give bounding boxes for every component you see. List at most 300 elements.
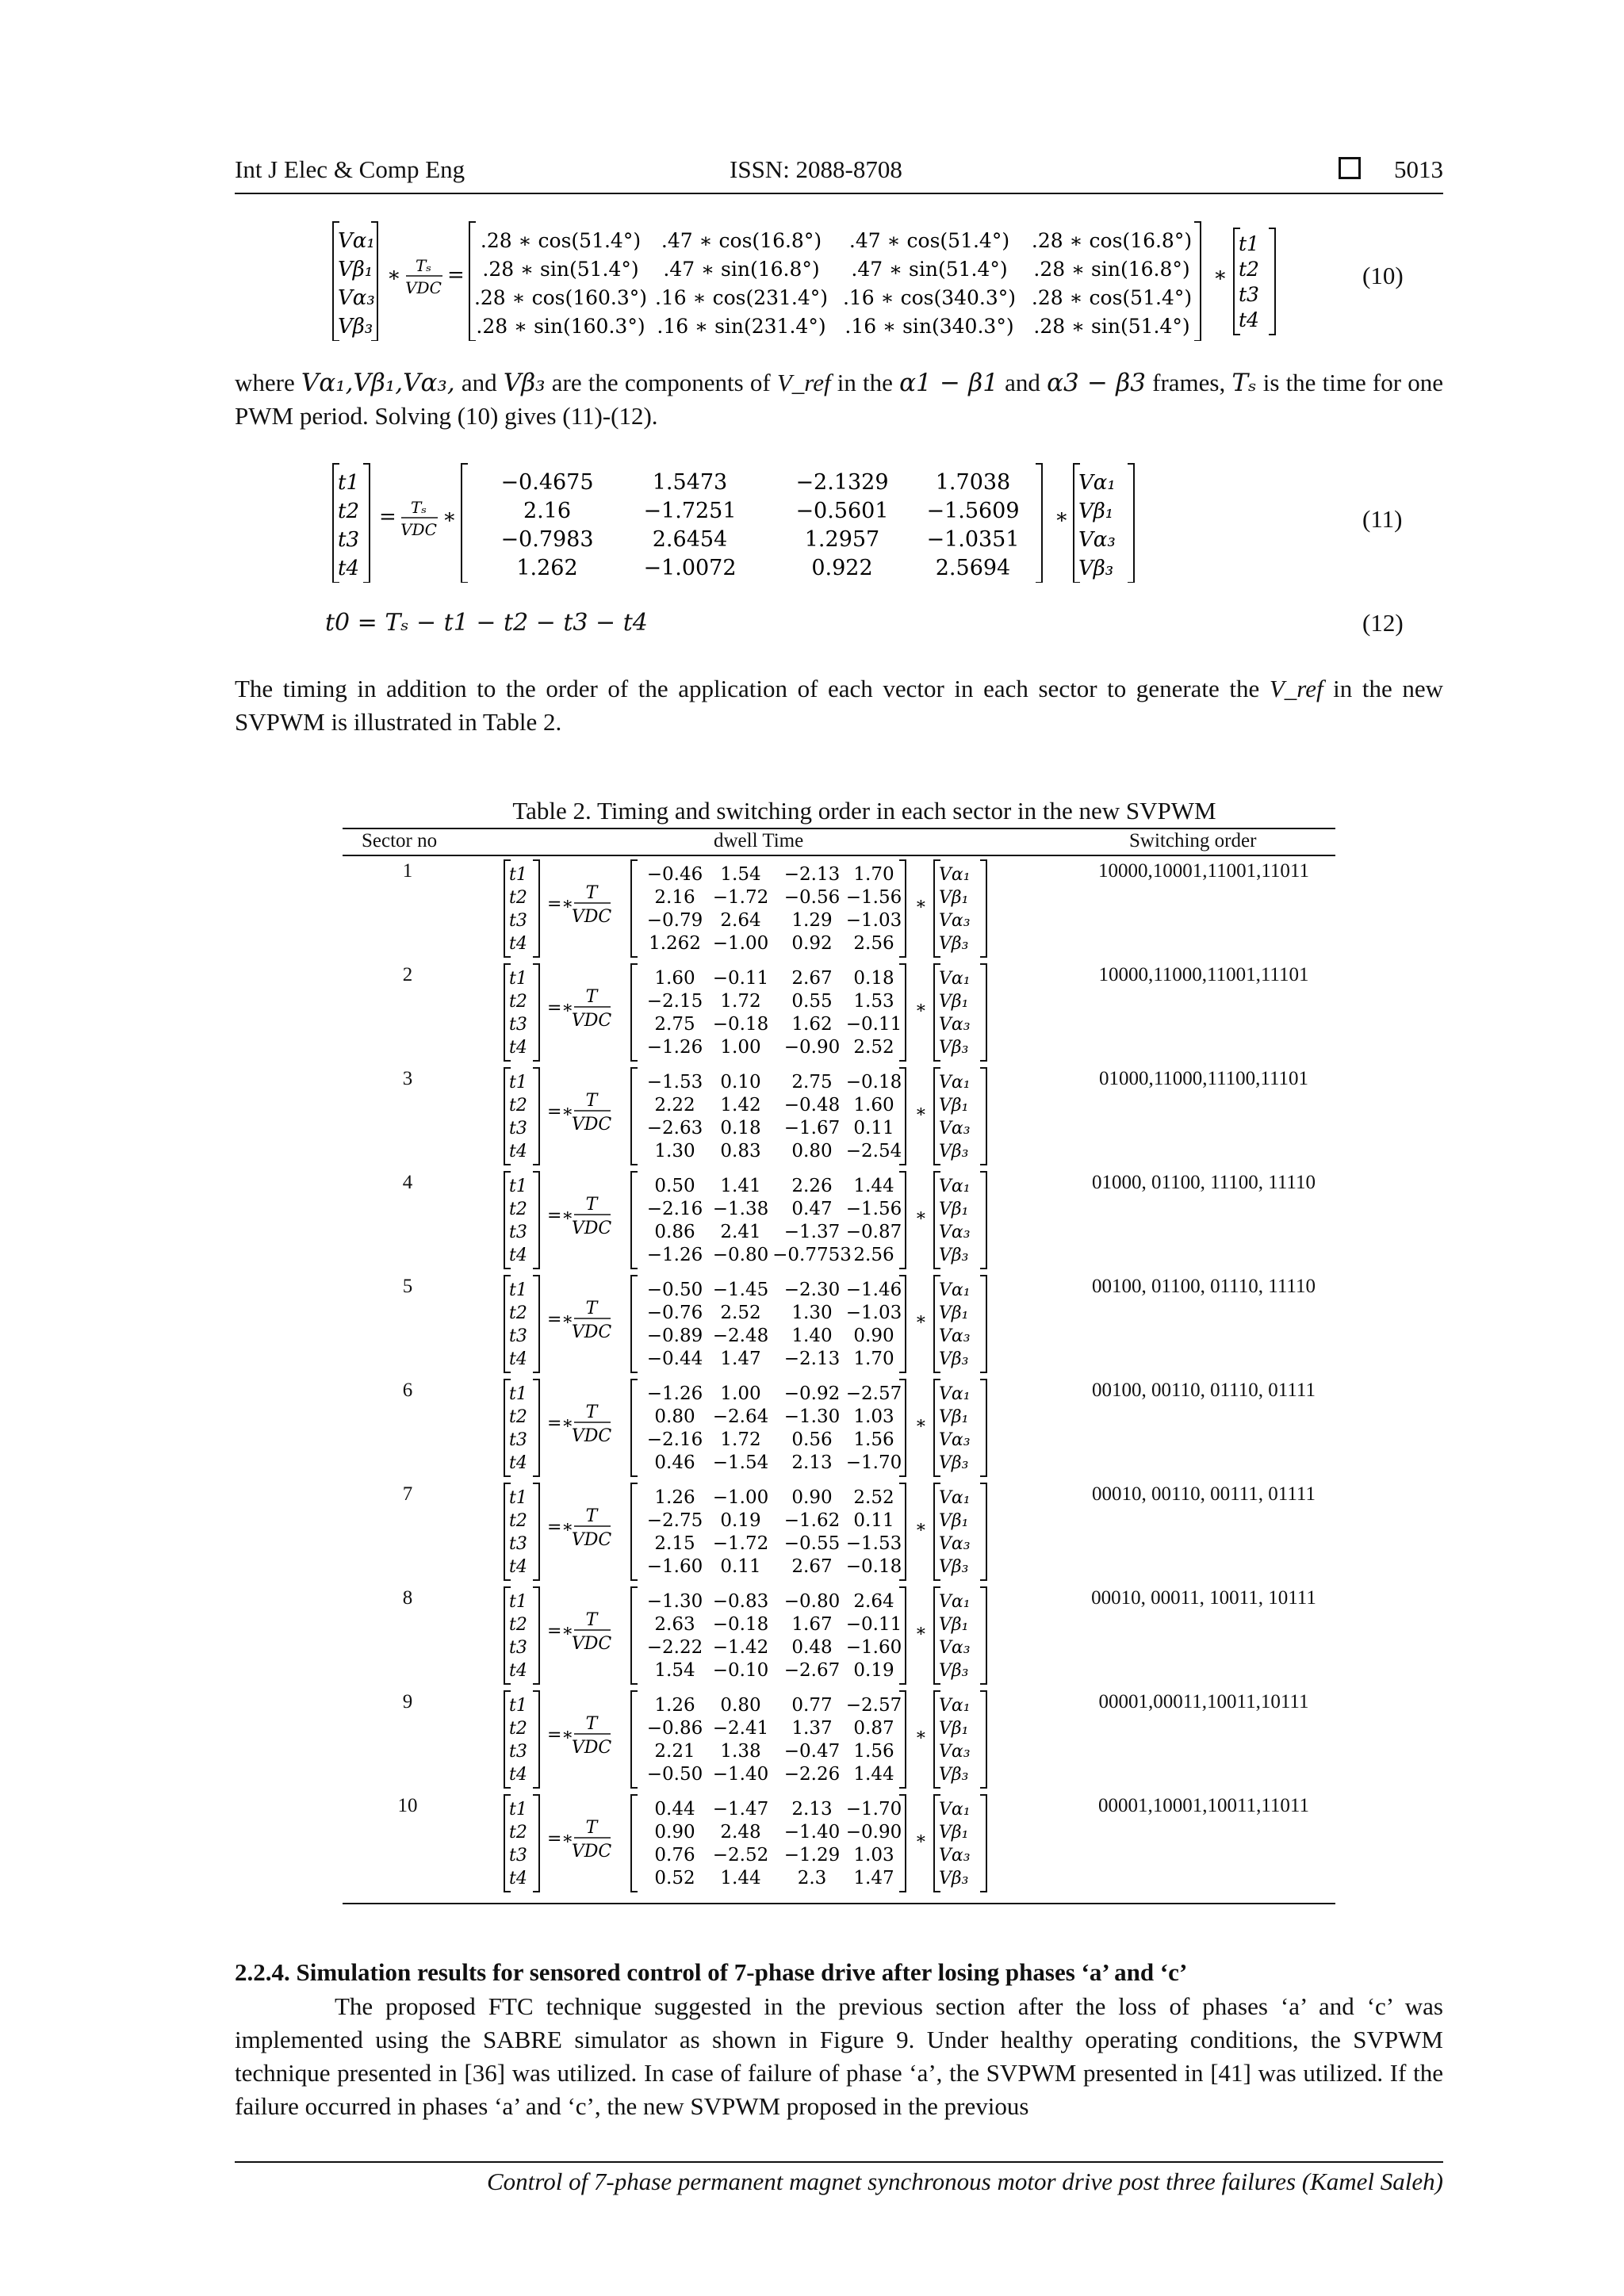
dwell-matrix-cell: 1.60 <box>853 1095 894 1115</box>
dwell-rhs-entry: Vβ₃ <box>939 1661 969 1681</box>
eq10-matrix-cell: .16 ∗ cos(340.3°) <box>842 286 1017 309</box>
dwell-rhs-entry: Vβ₁ <box>939 888 969 908</box>
dwell-matrix-cell: −1.00 <box>712 1487 769 1508</box>
dwell-factor-numerator: T <box>585 1195 598 1215</box>
dwell-equals-times: =∗ <box>547 1206 574 1226</box>
dwell-lhs-entry: t3 <box>509 1534 527 1554</box>
dwell-matrix-left-bracket <box>631 860 638 957</box>
dwell-rhs-entry: Vα₃ <box>939 1119 971 1138</box>
sector-number: 2 <box>402 964 413 985</box>
eq10-rhs-right-bracket <box>1269 228 1275 335</box>
footer-title: Control of 7-phase permanent magnet synchronous motor drive post three failures (Kamel Saleh) <box>487 2168 1443 2195</box>
eq11-matrix-cell: 1.262 <box>516 556 578 580</box>
dwell-matrix-cell: −0.11 <box>845 1014 902 1035</box>
dwell-factor-denominator: VDC <box>571 1738 612 1758</box>
dwell-rhs-entry: Vα₃ <box>939 1742 971 1762</box>
eq10-matrix-cell: .16 ∗ sin(340.3°) <box>845 315 1014 338</box>
eq11-times: ∗ <box>442 505 457 529</box>
equation-10 <box>325 214 1380 341</box>
eq11-factor-denominator: VDC <box>400 520 437 539</box>
dwell-equals-times: =∗ <box>547 1517 574 1537</box>
dwell-lhs-entry: t1 <box>509 969 527 989</box>
dwell-matrix-left-bracket <box>631 1276 638 1372</box>
issn: ISSN: 2088-8708 <box>730 155 902 183</box>
sector-number: 4 <box>402 1172 413 1193</box>
dwell-matrix-cell: −0.11 <box>845 1614 902 1635</box>
dwell-matrix-cell: −1.56 <box>845 887 902 908</box>
dwell-lhs-right-bracket <box>533 1380 539 1476</box>
eq11-rhs-entry: Vα₁ <box>1078 471 1116 495</box>
dwell-lhs-entry: t4 <box>509 1349 527 1369</box>
sector-number: 3 <box>402 1068 413 1089</box>
dwell-matrix-cell: −1.70 <box>845 1452 902 1473</box>
dwell-rhs-right-bracket <box>980 1380 986 1476</box>
dwell-times: ∗ <box>915 1206 927 1226</box>
dwell-rhs-entry: Vβ₃ <box>939 934 969 954</box>
dwell-matrix-cell: −0.56 <box>783 887 841 908</box>
dwell-rhs-entry: Vβ₁ <box>939 1096 969 1115</box>
sector-number: 8 <box>402 1587 413 1609</box>
dwell-matrix-cell: 2.64 <box>853 1591 894 1612</box>
dwell-rhs-entry: Vα₃ <box>939 1015 971 1035</box>
dwell-matrix-cell: 1.40 <box>791 1326 833 1346</box>
eq11-matrix-cell: −2.1329 <box>795 470 889 495</box>
dwell-matrix-cell: −2.52 <box>712 1845 769 1866</box>
dwell-matrix-cell: −1.26 <box>646 1245 703 1265</box>
dwell-matrix-cell: −0.10 <box>712 1660 769 1681</box>
dwell-rhs-entry: Vβ₃ <box>939 1765 969 1785</box>
eq11-matrix-cell: 2.6454 <box>652 527 728 552</box>
dwell-lhs-entry: t3 <box>509 911 527 931</box>
eq11-matrix-cell: 2.5694 <box>935 556 1011 580</box>
dwell-rhs-entry: Vβ₁ <box>939 1200 969 1219</box>
dwell-matrix-cell: 2.41 <box>720 1222 761 1242</box>
dwell-rhs-entry: Vβ₃ <box>939 1557 969 1577</box>
dwell-lhs-entry: t3 <box>509 1638 527 1658</box>
dwell-matrix-cell: 2.52 <box>853 1487 894 1508</box>
dwell-rhs-right-bracket <box>980 964 986 1061</box>
dwell-rhs-entry: Vα₃ <box>939 1638 971 1658</box>
dwell-matrix-cell: −2.13 <box>783 1349 841 1369</box>
dwell-rhs-right-bracket <box>980 1483 986 1580</box>
eq11-matrix-cell: −1.0072 <box>643 556 737 580</box>
table-bottom-rule <box>343 1903 1335 1904</box>
page-number: 5013 <box>1394 155 1443 183</box>
dwell-matrix-cell: −1.29 <box>783 1845 841 1866</box>
dwell-matrix-cell: −1.37 <box>783 1222 841 1242</box>
dwell-matrix-cell: 0.11 <box>720 1556 761 1577</box>
dwell-matrix-cell: 0.50 <box>654 1176 695 1196</box>
dwell-matrix-cell: −2.63 <box>646 1118 703 1138</box>
dwell-matrix-cell: 1.03 <box>853 1406 894 1427</box>
dwell-matrix-cell: −0.46 <box>646 864 703 885</box>
sector-number: 6 <box>402 1380 413 1401</box>
dwell-matrix-left-bracket <box>631 1068 638 1165</box>
dwell-rhs-entry: Vβ₁ <box>939 992 969 1012</box>
dwell-factor-denominator: VDC <box>571 1011 612 1031</box>
dwell-factor-numerator: T <box>585 1610 598 1630</box>
eq11-matrix-cell: 1.2957 <box>804 527 880 552</box>
dwell-matrix-cell: 0.80 <box>791 1141 833 1161</box>
sector-number: 1 <box>402 860 413 882</box>
dwell-matrix-cell: 2.67 <box>791 968 833 989</box>
eq11-matrix-cell: −1.7251 <box>643 499 737 523</box>
dwell-lhs-entry: t4 <box>509 1869 527 1888</box>
switching-order: 00100, 00110, 01110, 01111 <box>1092 1380 1316 1401</box>
dwell-matrix-cell: −1.60 <box>845 1637 902 1658</box>
dwell-rhs-entry: Vα₃ <box>939 1430 971 1450</box>
dwell-matrix-cell: −1.56 <box>845 1199 902 1219</box>
paragraph-table-intro: The timing in addition to the order of the application of each vector in each sector to generate the V_ref in the new SVPWM is illustrated in Table 2. <box>235 675 1443 736</box>
dwell-matrix-cell: 1.00 <box>720 1383 761 1404</box>
dwell-rhs-entry: Vα₃ <box>939 1223 971 1242</box>
dwell-time-equation <box>501 1065 1088 1166</box>
dwell-matrix-cell: −1.47 <box>712 1799 769 1820</box>
dwell-matrix-cell: −0.18 <box>845 1072 902 1093</box>
eq11-matrix-cell: −0.7983 <box>500 527 594 552</box>
eq10-rhs-entry: t3 <box>1239 283 1259 306</box>
dwell-matrix-cell: 0.19 <box>720 1510 761 1531</box>
dwell-equals-times: =∗ <box>547 1414 574 1433</box>
eq10-matrix-cell: .28 ∗ cos(160.3°) <box>473 286 648 309</box>
dwell-matrix-cell: −1.40 <box>712 1764 769 1785</box>
dwell-lhs-right-bracket <box>533 964 539 1061</box>
dwell-rhs-right-bracket <box>980 1172 986 1269</box>
dwell-rhs-entry: Vβ₃ <box>939 1142 969 1161</box>
sector-number: 7 <box>402 1483 413 1505</box>
dwell-factor-denominator: VDC <box>571 1115 612 1135</box>
dwell-matrix-cell: 2.52 <box>720 1303 761 1323</box>
dwell-rhs-entry: Vα₁ <box>939 1592 971 1612</box>
dwell-time-equation <box>501 1169 1088 1270</box>
dwell-matrix-cell: −2.30 <box>783 1280 841 1300</box>
dwell-rhs-entry: Vβ₁ <box>939 1823 969 1843</box>
dwell-lhs-entry: t1 <box>509 1488 527 1508</box>
dwell-matrix-cell: 2.16 <box>654 887 695 908</box>
dwell-matrix-cell: −1.38 <box>712 1199 769 1219</box>
dwell-lhs-entry: t2 <box>509 992 527 1012</box>
dwell-matrix-cell: 1.262 <box>649 933 701 954</box>
eq10-rhs-entry: t2 <box>1239 258 1259 281</box>
eq11-matrix-cell: −1.0351 <box>926 527 1020 552</box>
dwell-matrix-cell: 0.90 <box>654 1822 695 1843</box>
dwell-time-equation <box>501 1584 1088 1686</box>
eq10-times: ∗ <box>387 263 401 287</box>
dwell-lhs-entry: t1 <box>509 1384 527 1404</box>
dwell-factor-numerator: T <box>585 1299 598 1318</box>
dwell-matrix-cell: −0.48 <box>783 1095 841 1115</box>
dwell-matrix-cell: −0.76 <box>646 1303 703 1323</box>
dwell-lhs-entry: t3 <box>509 1326 527 1346</box>
dwell-lhs-right-bracket <box>533 860 539 957</box>
dwell-lhs-entry: t3 <box>509 1742 527 1762</box>
dwell-rhs-entry: Vβ₃ <box>939 1038 969 1058</box>
dwell-matrix-cell: 0.11 <box>853 1510 894 1531</box>
eq11-lhs-right-bracket <box>363 464 370 583</box>
eq10-matrix-cell: .28 ∗ sin(51.4°) <box>1033 315 1190 338</box>
dwell-matrix-cell: 2.56 <box>853 933 894 954</box>
dwell-matrix-cell: 2.26 <box>791 1176 833 1196</box>
dwell-matrix-cell: 1.38 <box>720 1741 761 1762</box>
dwell-matrix-cell: −1.62 <box>783 1510 841 1531</box>
dwell-matrix-cell: 1.70 <box>853 864 894 885</box>
dwell-rhs-entry: Vβ₁ <box>939 1615 969 1635</box>
dwell-matrix-cell: −2.13 <box>783 864 841 885</box>
eq10-matrix-cell: .16 ∗ cos(231.4°) <box>654 286 829 309</box>
dwell-lhs-entry: t1 <box>509 1280 527 1300</box>
dwell-matrix-left-bracket <box>631 1691 638 1788</box>
dwell-matrix-right-bracket <box>899 860 906 957</box>
dwell-matrix-cell: −0.89 <box>646 1326 703 1346</box>
dwell-matrix-cell: 2.21 <box>654 1741 695 1762</box>
dwell-matrix-cell: −0.90 <box>845 1822 902 1843</box>
dwell-rhs-entry: Vα₁ <box>939 969 971 989</box>
dwell-matrix-cell: 0.55 <box>791 991 833 1012</box>
eq11-matrix-cell: 0.922 <box>811 556 873 580</box>
dwell-matrix-left-bracket <box>631 1483 638 1580</box>
dwell-rhs-entry: Vβ₁ <box>939 1407 969 1427</box>
dwell-matrix-cell: 2.67 <box>791 1556 833 1577</box>
dwell-rhs-right-bracket <box>980 860 986 957</box>
dwell-rhs-entry: Vβ₁ <box>939 1303 969 1323</box>
dwell-matrix-cell: −1.53 <box>646 1072 703 1093</box>
dwell-matrix-right-bracket <box>899 1172 906 1269</box>
dwell-rhs-right-bracket <box>980 1691 986 1788</box>
dwell-matrix-cell: −1.00 <box>712 933 769 954</box>
dwell-lhs-entry: t2 <box>509 1303 527 1323</box>
equation-number-11: (11) <box>1362 505 1403 533</box>
dwell-lhs-entry: t2 <box>509 1511 527 1531</box>
dwell-matrix-left-bracket <box>631 1795 638 1892</box>
sector-number: 9 <box>402 1691 413 1712</box>
dwell-lhs-entry: t2 <box>509 1719 527 1739</box>
dwell-matrix-cell: −1.72 <box>712 1533 769 1554</box>
dwell-matrix-cell: −0.18 <box>845 1556 902 1577</box>
header-rule <box>235 193 1443 194</box>
dwell-rhs-entry: Vα₁ <box>939 1280 971 1300</box>
switching-order: 00100, 01100, 01110, 11110 <box>1092 1276 1316 1297</box>
dwell-rhs-right-bracket <box>980 1276 986 1372</box>
dwell-time-equation <box>501 1792 1088 1893</box>
switching-order: 00010, 00011, 10011, 10111 <box>1091 1587 1316 1609</box>
footer-rule <box>235 2161 1443 2163</box>
dwell-equals-times: =∗ <box>547 1621 574 1641</box>
dwell-time-equation <box>501 1688 1088 1789</box>
dwell-matrix-cell: 0.87 <box>853 1718 894 1739</box>
sector-number: 10 <box>397 1795 418 1816</box>
dwell-matrix-cell: 1.70 <box>853 1349 894 1369</box>
dwell-matrix-cell: 2.75 <box>654 1014 695 1035</box>
running-header <box>235 155 1443 192</box>
dwell-matrix-cell: −2.54 <box>845 1141 902 1161</box>
dwell-times: ∗ <box>915 1829 927 1849</box>
dwell-matrix-cell: −1.03 <box>845 1303 902 1323</box>
dwell-matrix-cell: −1.26 <box>646 1037 703 1058</box>
dwell-matrix-cell: 0.83 <box>720 1141 761 1161</box>
dwell-lhs-entry: t2 <box>509 1823 527 1843</box>
dwell-matrix-cell: −0.55 <box>783 1533 841 1554</box>
dwell-matrix-cell: −2.64 <box>712 1406 769 1427</box>
dwell-matrix-cell: 0.18 <box>853 968 894 989</box>
eq10-matrix-cell: .47 ∗ sin(51.4°) <box>851 258 1008 281</box>
switching-order: 10000,11000,11001,11101 <box>1098 964 1309 985</box>
dwell-matrix-cell: 2.56 <box>853 1245 894 1265</box>
dwell-matrix-left-bracket <box>631 964 638 1061</box>
dwell-matrix-cell: −1.72 <box>712 887 769 908</box>
switching-order: 01000, 01100, 11100, 11110 <box>1092 1172 1316 1193</box>
eq11-matrix-left-bracket <box>462 464 468 583</box>
dwell-times: ∗ <box>915 1725 927 1745</box>
dwell-lhs-entry: t2 <box>509 1200 527 1219</box>
eq11-lhs-entry: t1 <box>338 471 359 495</box>
dwell-matrix-cell: 2.48 <box>720 1822 761 1843</box>
dwell-matrix-cell: −0.50 <box>646 1764 703 1785</box>
equation-11 <box>325 456 1356 583</box>
dwell-time-equation <box>501 857 1088 959</box>
dwell-matrix-cell: 1.42 <box>720 1095 761 1115</box>
dwell-matrix-cell: −1.40 <box>783 1822 841 1843</box>
dwell-matrix-cell: −1.26 <box>646 1383 703 1404</box>
dwell-matrix-cell: −2.41 <box>712 1718 769 1739</box>
dwell-matrix-cell: 2.64 <box>720 910 761 931</box>
dwell-matrix-cell: 2.75 <box>791 1072 833 1093</box>
switching-order: 00001,10001,10011,11011 <box>1098 1795 1309 1816</box>
dwell-matrix-cell: 1.56 <box>853 1429 894 1450</box>
dwell-rhs-entry: Vα₁ <box>939 1177 971 1196</box>
eq10-matrix-cell: .28 ∗ cos(51.4°) <box>1031 286 1193 309</box>
dwell-matrix-cell: 1.37 <box>791 1718 833 1739</box>
dwell-matrix-cell: 0.10 <box>720 1072 761 1093</box>
dwell-matrix-cell: −2.48 <box>712 1326 769 1346</box>
dwell-matrix-right-bracket <box>899 1587 906 1684</box>
dwell-matrix-cell: −1.46 <box>845 1280 902 1300</box>
dwell-factor-numerator: T <box>585 1818 598 1838</box>
dwell-factor-numerator: T <box>585 987 598 1007</box>
dwell-lhs-entry: t3 <box>509 1223 527 1242</box>
dwell-factor-numerator: T <box>585 1714 598 1734</box>
dwell-matrix-cell: 1.47 <box>720 1349 761 1369</box>
eq11-matrix-cell: −1.5609 <box>926 499 1020 523</box>
dwell-lhs-entry: t1 <box>509 1592 527 1612</box>
switching-order: 00010, 00110, 00111, 01111 <box>1092 1483 1316 1505</box>
dwell-rhs-entry: Vα₃ <box>939 911 971 931</box>
dwell-matrix-cell: 1.29 <box>791 910 833 931</box>
dwell-matrix-cell: 2.52 <box>853 1037 894 1058</box>
dwell-equals-times: =∗ <box>547 1310 574 1330</box>
dwell-lhs-entry: t2 <box>509 1407 527 1427</box>
dwell-matrix-cell: 0.48 <box>791 1637 833 1658</box>
dwell-lhs-entry: t1 <box>509 1177 527 1196</box>
dwell-lhs-entry: t3 <box>509 1430 527 1450</box>
dwell-time-equation <box>501 1272 1088 1374</box>
dwell-matrix-cell: −0.92 <box>783 1383 841 1404</box>
dwell-factor-numerator: T <box>585 1091 598 1111</box>
dwell-matrix-left-bracket <box>631 1172 638 1269</box>
sector-number: 5 <box>402 1276 413 1297</box>
eq10-matrix-cell: .28 ∗ sin(160.3°) <box>476 315 645 338</box>
dwell-lhs-entry: t2 <box>509 1096 527 1115</box>
dwell-matrix-cell: −0.80 <box>712 1245 769 1265</box>
eq10-matrix-cell: .47 ∗ sin(16.8°) <box>663 258 820 281</box>
dwell-matrix-cell: 0.92 <box>791 933 833 954</box>
eq10-matrix-cell: .16 ∗ sin(231.4°) <box>657 315 826 338</box>
dwell-matrix-cell: −0.83 <box>712 1591 769 1612</box>
dwell-matrix-cell: −1.54 <box>712 1452 769 1473</box>
eq11-matrix-cell: −0.5601 <box>795 499 889 523</box>
eq11-rhs-entry: Vβ₃ <box>1078 557 1114 580</box>
eq11-matrix-cell: 1.7038 <box>935 470 1011 495</box>
switching-order: 01000,11000,11100,11101 <box>1098 1068 1309 1089</box>
dwell-lhs-right-bracket <box>533 1587 539 1684</box>
dwell-matrix-cell: −1.30 <box>783 1406 841 1427</box>
eq10-matrix-cell: .28 ∗ sin(51.4°) <box>482 258 639 281</box>
dwell-matrix-cell: −0.44 <box>646 1349 703 1369</box>
dwell-matrix-cell: 1.44 <box>853 1764 894 1785</box>
eq10-matrix-cell: .47 ∗ cos(51.4°) <box>848 229 1010 252</box>
eq11-factor-numerator: Tₛ <box>410 498 427 517</box>
equation-12: t0 = Tₛ − t1 − t2 − t3 − t4 <box>325 609 648 637</box>
dwell-matrix-cell: 1.47 <box>853 1868 894 1888</box>
eq10-matrix-cell: .28 ∗ cos(16.8°) <box>1031 229 1193 252</box>
switching-order: 10000,10001,11001,11011 <box>1098 860 1309 882</box>
dwell-matrix-cell: 2.22 <box>654 1095 695 1115</box>
dwell-matrix-cell: −1.60 <box>646 1556 703 1577</box>
dwell-matrix-cell: 1.44 <box>720 1868 761 1888</box>
eq10-lhs-entry: Vβ₃ <box>338 315 373 339</box>
dwell-matrix-cell: −0.7753 <box>772 1245 852 1265</box>
dwell-matrix-left-bracket <box>631 1587 638 1684</box>
dwell-matrix-cell: −1.70 <box>845 1799 902 1820</box>
eq10-equals: = <box>447 263 465 287</box>
dwell-factor-denominator: VDC <box>571 1426 612 1446</box>
section-paragraph: The proposed FTC technique suggested in the previous section after the loss of phases ‘a’ and ‘c’ was implemented using the SABRE simulator as shown in Figure 9. Under healthy operating conditions, the SVPWM technique presented in [36] was utilized. In case of failure of phase ‘a’, the SVPWM presented in [41] was utilized. If the failure occurred in phases ‘a’ and ‘c’, the new SVPWM proposed in the previous <box>235 1992 1443 2120</box>
table-caption: Table 2. Timing and switching order in each sector in the new SVPWM <box>512 797 1216 825</box>
dwell-matrix-cell: 1.03 <box>853 1845 894 1866</box>
equation-number-12: (12) <box>1362 609 1404 637</box>
dwell-matrix-cell: 0.90 <box>791 1487 833 1508</box>
dwell-matrix-cell: −2.16 <box>646 1199 703 1219</box>
dwell-matrix-cell: 1.60 <box>654 968 695 989</box>
eq11-matrix-cell: −0.4675 <box>500 470 594 495</box>
dwell-matrix-cell: 2.3 <box>797 1868 827 1888</box>
dwell-matrix-cell: −1.42 <box>712 1637 769 1658</box>
dwell-times: ∗ <box>915 1414 927 1433</box>
eq10-matrix-cell: .28 ∗ sin(16.8°) <box>1033 258 1190 281</box>
dwell-lhs-right-bracket <box>533 1068 539 1165</box>
dwell-lhs-entry: t3 <box>509 1015 527 1035</box>
dwell-rhs-entry: Vα₃ <box>939 1846 971 1866</box>
dwell-matrix-cell: 2.15 <box>654 1533 695 1554</box>
dwell-matrix-cell: −1.67 <box>783 1118 841 1138</box>
dwell-lhs-entry: t1 <box>509 1073 527 1093</box>
dwell-factor-numerator: T <box>585 1506 598 1526</box>
switching-order: 00001,00011,10011,10111 <box>1098 1691 1309 1712</box>
dwell-lhs-right-bracket <box>533 1276 539 1372</box>
dwell-rhs-entry: Vα₁ <box>939 1384 971 1404</box>
dwell-factor-numerator: T <box>585 883 598 903</box>
dwell-matrix-cell: 1.44 <box>853 1176 894 1196</box>
dwell-rhs-entry: Vβ₁ <box>939 1511 969 1531</box>
dwell-lhs-entry: t1 <box>509 865 527 885</box>
eq10-matrix-right-bracket <box>1194 222 1201 341</box>
dwell-matrix-cell: 0.90 <box>853 1326 894 1346</box>
dwell-matrix-left-bracket <box>631 1380 638 1476</box>
dwell-matrix-cell: 0.77 <box>791 1695 833 1716</box>
dwell-rhs-entry: Vβ₁ <box>939 1719 969 1739</box>
eq10-lhs-entry: Vβ₁ <box>338 258 373 281</box>
dwell-lhs-entry: t4 <box>509 1038 527 1058</box>
dwell-matrix-cell: −2.26 <box>783 1764 841 1785</box>
